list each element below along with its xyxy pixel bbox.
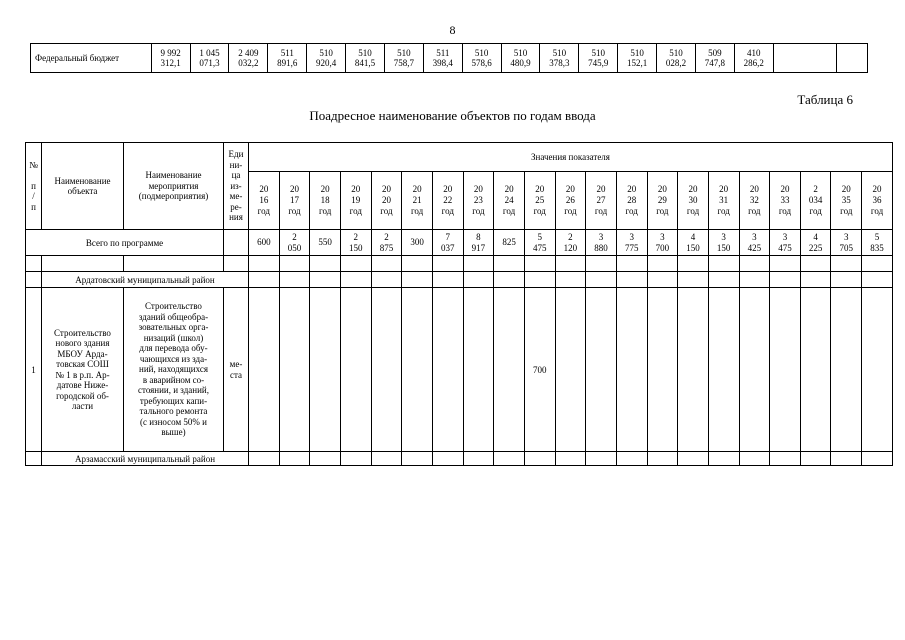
year-header: 20 18 год [310, 172, 341, 230]
district-name: Ардатовский муниципальный район [42, 272, 249, 288]
budget-value: 1 045 071,3 [190, 44, 229, 73]
table-title: Поадресное наименование объектов по годам ввода [309, 108, 596, 123]
budget-value: 510 480,9 [501, 44, 540, 73]
budget-table [30, 43, 868, 73]
year-header: 20 35 год [831, 172, 862, 230]
year-header: 20 32 год [739, 172, 770, 230]
object-value-2025: 700 [524, 288, 555, 452]
object-name: Строительство нового здания МБОУ Арда- товская СОШ № 1 в р.п. Ар- датове Ниже- городской об- ласти [42, 288, 124, 452]
district-name: Арзамасский муниципальный район [42, 452, 249, 466]
total-value: 5 835 [862, 230, 893, 256]
year-header: 20 22 год [432, 172, 463, 230]
col-num-header: № п / п [26, 143, 42, 230]
budget-row [31, 44, 868, 73]
year-header: 20 17 год [279, 172, 310, 230]
total-value: 2 050 [279, 230, 310, 256]
district-row [26, 452, 893, 466]
total-value: 825 [494, 230, 525, 256]
values-header: Значения показателя [249, 143, 893, 172]
total-value: 8 917 [463, 230, 494, 256]
budget-value: 510 758,7 [384, 44, 423, 73]
total-value: 550 [310, 230, 341, 256]
total-value: 7 037 [432, 230, 463, 256]
total-value: 3 475 [770, 230, 801, 256]
total-value: 3 700 [647, 230, 678, 256]
budget-value: 511 398,4 [423, 44, 462, 73]
total-value: 5 475 [524, 230, 555, 256]
budget-value [773, 44, 836, 73]
year-header: 20 20 год [371, 172, 402, 230]
budget-value: 2 409 032,2 [229, 44, 268, 73]
col-measure-header: Наименование мероприятия (подмероприятия) [124, 143, 224, 230]
year-header: 20 31 год [708, 172, 739, 230]
year-header: 20 26 год [555, 172, 586, 230]
budget-value: 510 152,1 [618, 44, 657, 73]
budget-value: 510 745,9 [579, 44, 618, 73]
objects-table [25, 142, 893, 466]
budget-value: 9 992 312,1 [151, 44, 190, 73]
total-label: Всего по программе [26, 230, 224, 256]
total-value: 2 150 [340, 230, 371, 256]
year-header: 20 21 год [402, 172, 433, 230]
year-header: 20 27 год [586, 172, 617, 230]
year-header: 20 28 год [616, 172, 647, 230]
budget-value: 509 747,8 [695, 44, 734, 73]
year-header: 2 034 год [800, 172, 831, 230]
year-header: 20 25 год [524, 172, 555, 230]
budget-value: 511 891,6 [268, 44, 307, 73]
total-value: 3 880 [586, 230, 617, 256]
year-header: 20 33 год [770, 172, 801, 230]
year-header: 20 16 год [249, 172, 280, 230]
object-num: 1 [26, 288, 42, 452]
budget-value [837, 44, 868, 73]
budget-value: 510 841,5 [346, 44, 385, 73]
total-value: 3 775 [616, 230, 647, 256]
total-value: 3 150 [708, 230, 739, 256]
district-row [26, 272, 893, 288]
total-value: 4 225 [800, 230, 831, 256]
total-row [26, 230, 893, 256]
total-value: 4 150 [678, 230, 709, 256]
total-value: 300 [402, 230, 433, 256]
total-value: 3 425 [739, 230, 770, 256]
header-row [26, 143, 893, 172]
year-header: 20 19 год [340, 172, 371, 230]
total-unit [224, 230, 249, 256]
page-number: 8 [449, 23, 456, 37]
col-unit-header: Еди ни- ца из- ме- ре- ния [224, 143, 249, 230]
budget-value: 510 028,2 [657, 44, 696, 73]
year-header: 20 36 год [862, 172, 893, 230]
total-value: 2 875 [371, 230, 402, 256]
col-object-header: Наименование объекта [42, 143, 124, 230]
object-unit: ме- ста [224, 288, 249, 452]
budget-value: 510 920,4 [307, 44, 346, 73]
year-header: 20 30 год [678, 172, 709, 230]
empty-row [26, 256, 893, 272]
total-value: 2 120 [555, 230, 586, 256]
budget-value: 510 378,3 [540, 44, 579, 73]
object-row [26, 288, 893, 452]
total-value: 3 705 [831, 230, 862, 256]
year-header: 20 23 год [463, 172, 494, 230]
budget-row-label: Федеральный бюджет [31, 44, 152, 73]
budget-value: 410 286,2 [734, 44, 773, 73]
total-value: 600 [249, 230, 280, 256]
year-header: 20 29 год [647, 172, 678, 230]
budget-value: 510 578,6 [462, 44, 501, 73]
year-header: 20 24 год [494, 172, 525, 230]
table-label: Таблица 6 [797, 92, 853, 107]
object-measure: Строительство зданий общеобра- зовательных орга- низаций (школ) для перевода обу- чающихся из зда- ний, находящихся в аварийном со- стоянии, и зданий, требующих капи- тального ремонта (с износом 50% и выше) [124, 288, 224, 452]
